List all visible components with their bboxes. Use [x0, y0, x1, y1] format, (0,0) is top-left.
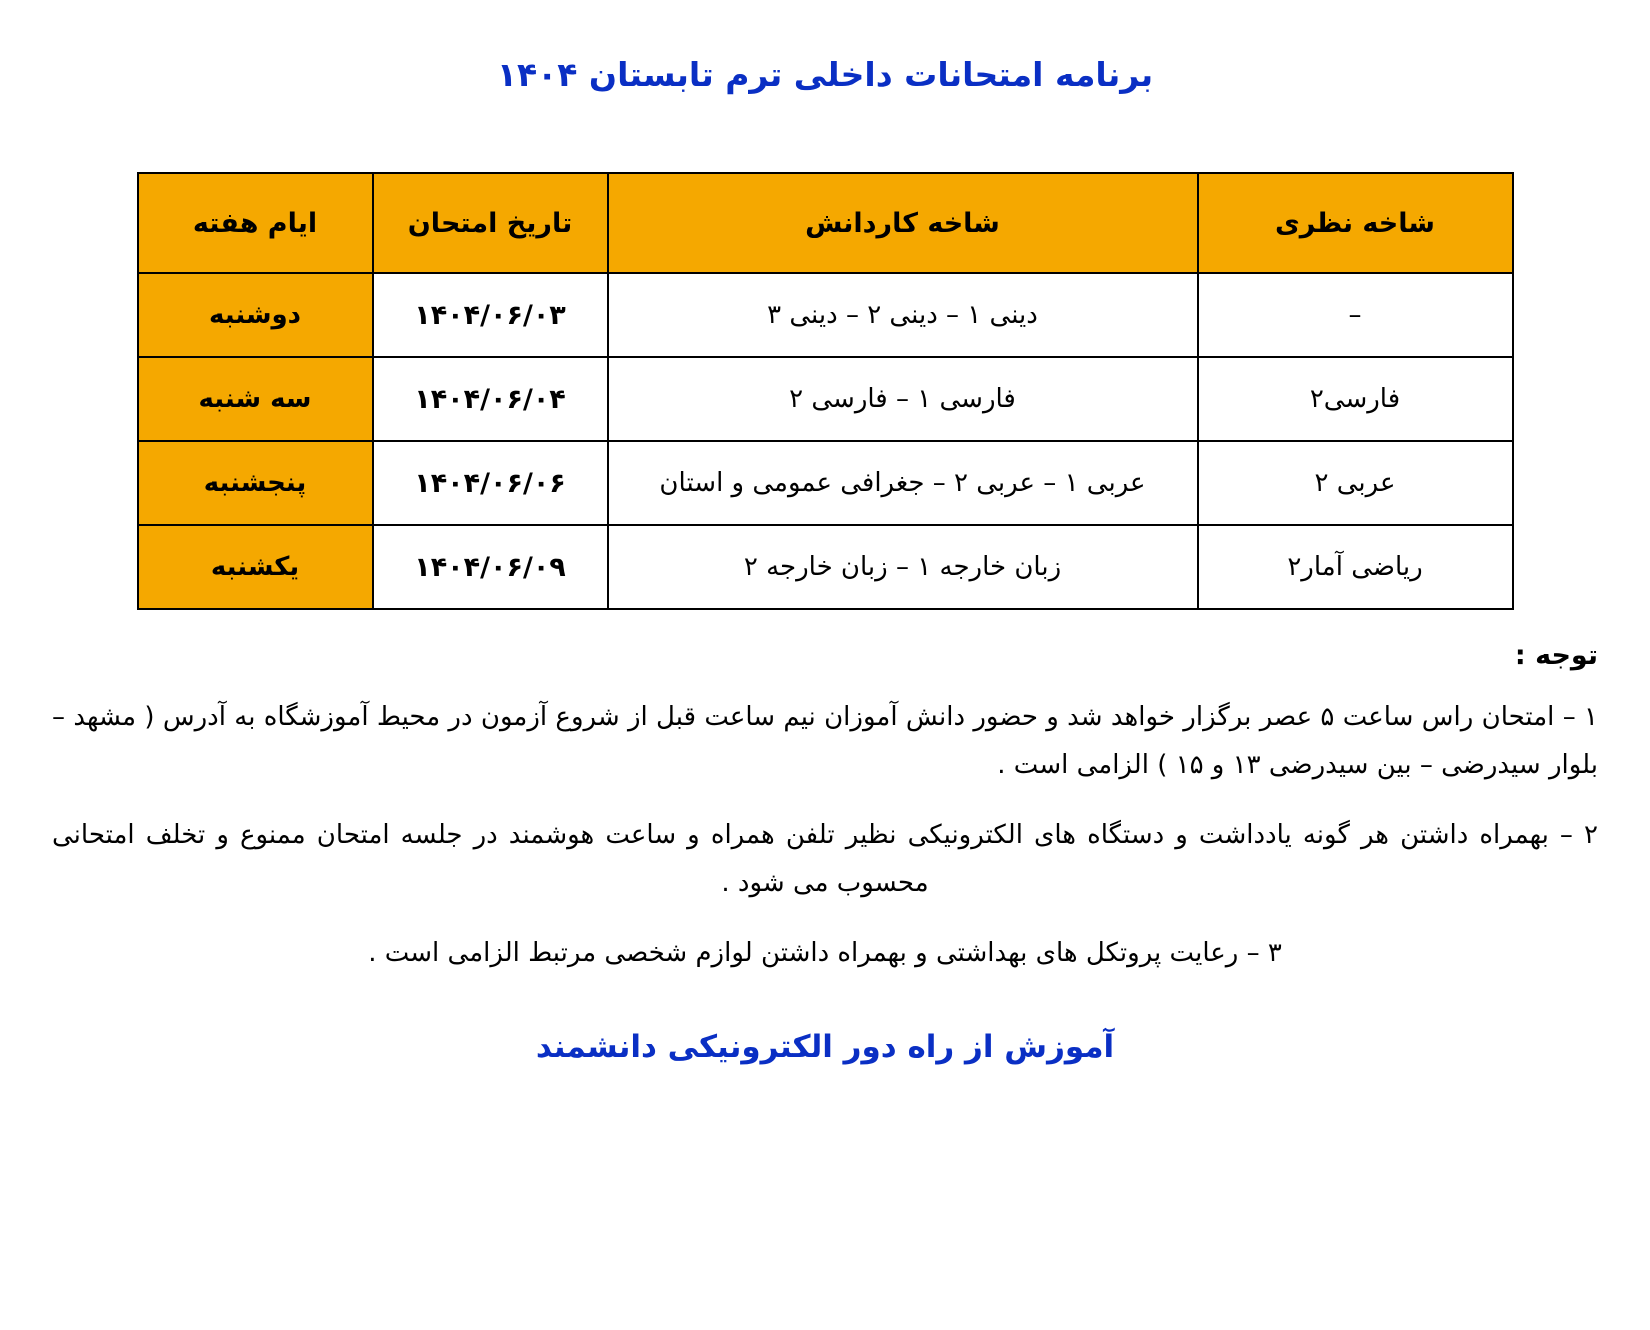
table-row	[138, 525, 1513, 609]
schedule-table-container	[0, 172, 1650, 610]
page-title: برنامه امتحانات داخلی ترم تابستان ۱۴۰۴	[496, 55, 1154, 94]
table-row	[138, 357, 1513, 441]
table-row	[138, 273, 1513, 357]
cell-vocational: فارسی ۱ – فارسی ۲	[608, 357, 1198, 441]
cell-theoretical: ریاضی آمار۲	[1198, 525, 1513, 609]
footer-organization-name: آموزش از راه دور الکترونیکی دانشمند	[535, 1029, 1115, 1066]
cell-theoretical: –	[1198, 273, 1513, 357]
exam-schedule-table	[137, 172, 1514, 610]
column-header-date: تاریخ امتحان	[373, 173, 608, 273]
cell-date: ۱۴۰۴/۰۶/۰۴	[373, 357, 608, 441]
cell-theoretical: عربی ۲	[1198, 441, 1513, 525]
cell-theoretical: فارسی۲	[1198, 357, 1513, 441]
note-item-3: ۳ – رعایت پروتکل های بهداشتی و بهمراه داشتن لوازم شخصی مرتبط الزامی است .	[368, 938, 1282, 969]
cell-date: ۱۴۰۴/۰۶/۰۳	[373, 273, 608, 357]
column-header-vocational: شاخه کاردانش	[608, 173, 1198, 273]
notes-label: توجه :	[1514, 640, 1598, 671]
column-header-day: ایام هفته	[138, 173, 373, 273]
cell-date: ۱۴۰۴/۰۶/۰۹	[373, 525, 608, 609]
cell-day: دوشنبه	[138, 273, 373, 357]
table-row	[138, 441, 1513, 525]
cell-vocational: عربی ۱ – عربی ۲ – جغرافی عمومی و استان	[608, 441, 1198, 525]
table-header-row	[138, 173, 1513, 273]
table-body	[138, 273, 1513, 609]
cell-date: ۱۴۰۴/۰۶/۰۶	[373, 441, 608, 525]
note-item-2: ۲ – بهمراه داشتن هر گونه یادداشت و دستگاه های الکترونیکی نظیر تلفن همراه و ساعت هوشمند در جلسه امتحان ممنوع و تخلف امتحانی محسوب می شود .	[52, 820, 1598, 899]
cell-vocational: زبان خارجه ۱ – زبان خارجه ۲	[608, 525, 1198, 609]
cell-day: سه شنبه	[138, 357, 373, 441]
cell-day: یکشنبه	[138, 525, 373, 609]
note-item-1: ۱ – امتحان راس ساعت ۵ عصر برگزار خواهد شد و حضور دانش آموزان نیم ساعت قبل از شروع آزمون در محیط آموزشگاه به آدرس ( مشهد – بلوار سیدرضی – بین سیدرضی ۱۳ و ۱۵ ) الزامی است .	[52, 702, 1598, 781]
cell-day: پنجشنبه	[138, 441, 373, 525]
document-page	[0, 55, 1650, 1330]
column-header-theoretical: شاخه نظری	[1198, 173, 1513, 273]
notes-section	[40, 640, 1610, 977]
cell-vocational: دینی ۱ – دینی ۲ – دینی ۳	[608, 273, 1198, 357]
